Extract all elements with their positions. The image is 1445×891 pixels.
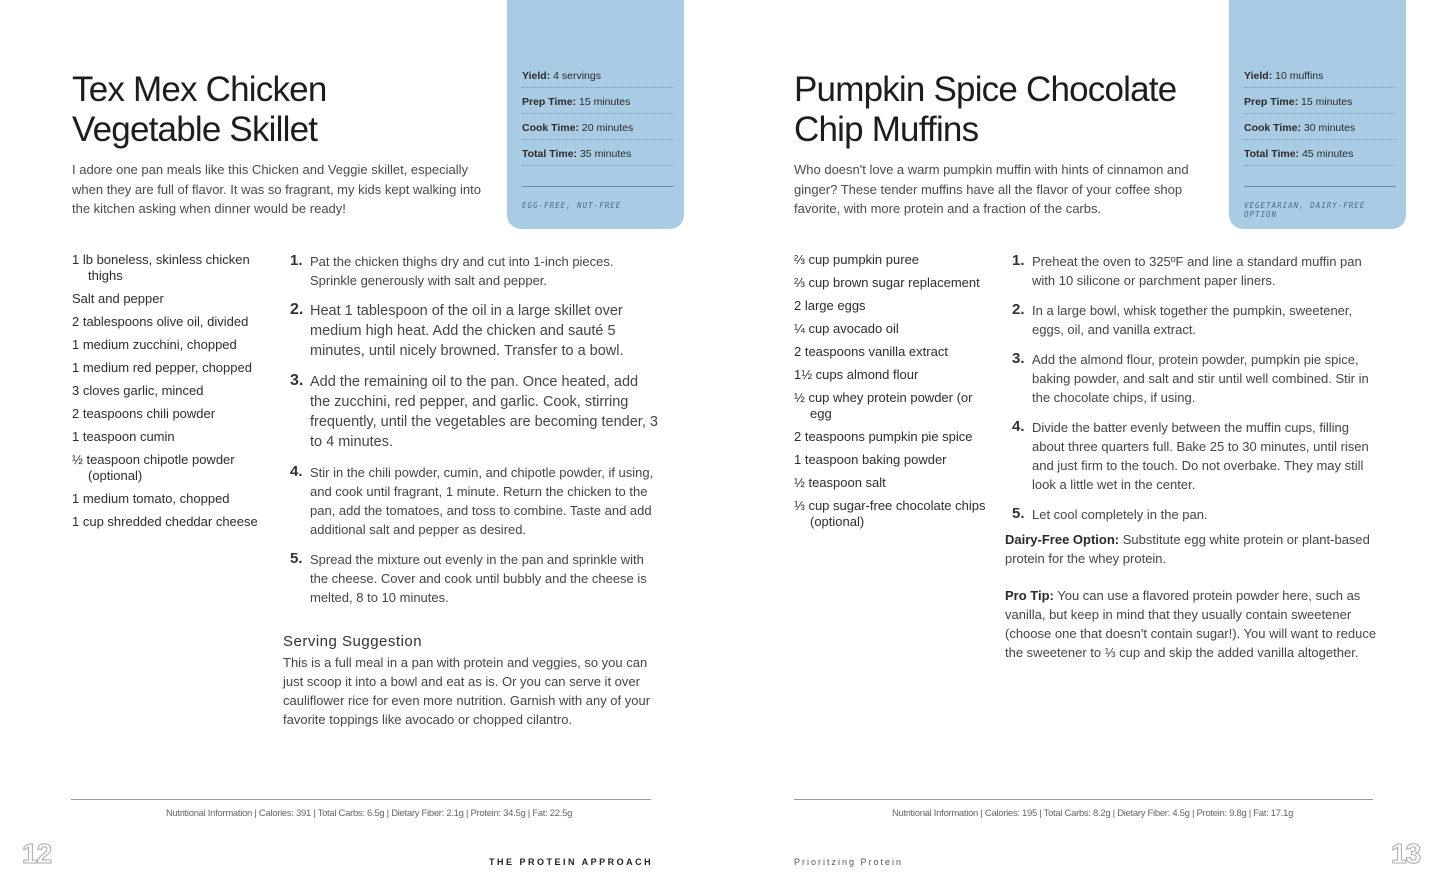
diet-tags: EGG-FREE, NUT-FREE (522, 201, 622, 210)
nutrition-info: Nutritional Information | Calories: 391 | Total Carbs: 6.5g | Dietary Fiber: 2.1g | Protein: 34.5g | Fat: 22.5g (166, 808, 573, 819)
step-text: Stir in the chili powder, cumin, and chipotle powder, if using, and cook until fragrant, 1 minute. Return the chicken to the pan, add the tomatoes, and toss to combine. Taste and add additional salt and pepper as desired. (310, 465, 654, 537)
running-head: THE PROTEIN APPROACH (489, 857, 654, 867)
dairy-free-label: Dairy-Free Option: (1005, 532, 1120, 547)
total-time-value: 35 minutes (579, 148, 632, 160)
step-item (290, 252, 660, 290)
step-number: 2. (290, 301, 304, 318)
nutrition-info: Nutritional Information | Calories: 195 | Total Carbs: 8.2g | Dietary Fiber: 4.5g | Protein: 9.8g | Fat: 17.1g (892, 808, 1294, 819)
ingredient-list (72, 252, 272, 537)
total-time-row (522, 146, 674, 166)
ingredient-item: ¼ cup avocado oil (794, 321, 899, 336)
step-number: 5. (1012, 505, 1025, 522)
ingredient-item: ½ cup whey protein powder (or egg (794, 390, 973, 421)
page-number: 13 (1391, 838, 1421, 869)
yield-row (1244, 68, 1396, 88)
step-text: Pat the chicken thighs dry and cut into 1-inch pieces. Sprinkle generously with salt and pepper. (310, 254, 614, 288)
ingredient-item: 2 teaspoons chili powder (72, 406, 216, 421)
recipe-meta-box (507, 0, 684, 229)
recipe-title (72, 70, 492, 150)
ingredient-item: ⅓ cup sugar-free chocolate chips (optional) (794, 498, 986, 529)
ingredient-item: 1½ cups almond flour (794, 367, 919, 382)
ingredient-item: ½ teaspoon chipotle powder (optional) (72, 452, 235, 483)
serving-suggestion-text: This is a full meal in a pan with protein and veggies, so you can just scoop it into a bowl and eat as is. Or you can serve it over cauliflower rice for even more nutrition. Garnish with any of your favorite toppings like avocado or chopped cilantro. (283, 655, 651, 727)
step-item (1012, 301, 1382, 339)
diet-tags: VEGETARIAN, DAIRY-FREE OPTION (1244, 201, 1366, 219)
cook-time-label: Cook Time: (1244, 122, 1301, 134)
meta-divider (1244, 186, 1396, 187)
recipe-intro: I adore one pan meals like this Chicken and Veggie skillet, especially when they are full of flavor. It was so fragrant, my kids kept walking into the kitchen asking when dinner would be ready! (72, 162, 481, 216)
ingredient-item: 1 lb boneless, skinless chicken thighs (72, 252, 250, 283)
title-line-2: Vegetable Skillet (72, 110, 318, 149)
step-item (290, 301, 660, 361)
total-time-row (1244, 146, 1396, 166)
cook-time-row (522, 120, 674, 140)
yield-label: Yield: (1244, 70, 1273, 82)
ingredient-item: 1 medium red pepper, chopped (72, 360, 252, 375)
ingredient-list (794, 252, 994, 537)
page-number: 12 (22, 838, 52, 869)
ingredient-item: 2 teaspoons pumpkin pie spice (794, 429, 973, 444)
step-number: 1. (1012, 252, 1025, 269)
step-text: Let cool completely in the pan. (1032, 507, 1208, 522)
ingredient-item: 1 teaspoon baking powder (794, 452, 947, 467)
title-line-2: Chip Muffins (794, 110, 979, 149)
step-number: 5. (290, 550, 303, 567)
step-item (290, 550, 660, 607)
recipe-meta-box (1229, 0, 1406, 229)
left-page (0, 0, 722, 891)
ingredient-item: 3 cloves garlic, minced (72, 383, 204, 398)
pro-tip (1005, 586, 1377, 662)
step-number: 3. (290, 372, 304, 389)
pro-tip-text: You can use a flavored protein powder here, such as vanilla, but keep in mind that they usually contain sweetener (choose one that doesn't contain sugar!). You will want to reduce the sweetener to ⅓ cup and skip the added vanilla altogether. (1005, 588, 1377, 660)
ingredient-item: 1 teaspoon cumin (72, 429, 175, 444)
step-text: Heat 1 tablespoon of the oil in a large skillet over medium high heat. Add the chicken and sauté 5 minutes, until nicely browned. Transfer to a bowl. (310, 303, 624, 359)
ingredient-item: Salt and pepper (72, 291, 164, 306)
ingredient-item: 2 large eggs (794, 298, 866, 313)
instruction-steps (1012, 252, 1382, 535)
step-item (1012, 252, 1382, 290)
yield-value: 10 muffins (1275, 70, 1324, 82)
step-item (1012, 505, 1382, 524)
step-number: 2. (1012, 301, 1025, 318)
prep-time-value: 15 minutes (1301, 96, 1353, 108)
dairy-free-option (1005, 530, 1377, 568)
step-number: 4. (1012, 418, 1025, 435)
recipe-intro: Who doesn't love a warm pumpkin muffin with hints of cinnamon and ginger? These tender muffins have all the flavor of your coffee shop favorite, with more protein and a fraction of the carbs. (794, 162, 1189, 216)
title-line-1: Tex Mex Chicken (72, 70, 327, 109)
prep-time-value: 15 minutes (579, 96, 631, 108)
total-time-value: 45 minutes (1301, 148, 1354, 160)
step-number: 3. (1012, 350, 1025, 367)
step-item (1012, 350, 1382, 407)
step-text: Divide the batter evenly between the muffin cups, filling about three quarters full. Bake 25 to 30 minutes, until risen and just firm to the touch. Do not overbake. They may still look a little wet in the center. (1032, 420, 1369, 492)
ingredient-item: 1 medium zucchini, chopped (72, 337, 237, 352)
right-page (722, 0, 1445, 891)
yield-label: Yield: (522, 70, 551, 82)
step-item (290, 463, 660, 539)
step-text: Spread the mixture out evenly in the pan and sprinkle with the cheese. Cover and cook until bubbly and the cheese is melted, 8 to 10 minutes. (310, 552, 647, 605)
yield-value: 4 servings (553, 70, 601, 82)
ingredient-item: 1 medium tomato, chopped (72, 491, 230, 506)
cook-time-value: 30 minutes (1303, 122, 1356, 134)
dairy-free-text: Substitute egg white protein or plant-based protein for the whey protein. (1005, 532, 1370, 566)
step-text: In a large bowl, whisk together the pumpkin, sweetener, eggs, oil, and vanilla extract. (1032, 303, 1353, 337)
ingredient-item: ½ teaspoon salt (794, 475, 886, 490)
footer-divider (71, 799, 651, 800)
step-text: Preheat the oven to 325ºF and line a standard muffin pan with 10 silicone or parchment paper liners. (1032, 254, 1362, 288)
yield-row (522, 68, 674, 88)
serving-suggestion-heading: Serving Suggestion (283, 633, 423, 650)
cook-time-label: Cook Time: (522, 122, 579, 134)
step-text: Add the remaining oil to the pan. Once heated, add the zucchini, red pepper, and garlic. Cook, stirring frequently, until the vegetables are becoming tender, 3 to 4 minutes. (310, 374, 658, 450)
footer-divider (794, 799, 1373, 800)
ingredient-item: ⅔ cup brown sugar replacement (794, 275, 980, 290)
meta-divider (522, 186, 674, 187)
recipe-title (794, 70, 1214, 150)
total-time-label: Total Time: (1244, 148, 1300, 160)
total-time-label: Total Time: (522, 148, 578, 160)
step-number: 1. (290, 252, 303, 269)
step-text: Add the almond flour, protein powder, pumpkin pie spice, baking powder, and salt and stir until well combined. Stir in the chocolate chips, if using. (1032, 352, 1369, 405)
ingredient-item: 1 cup shredded cheddar cheese (72, 514, 258, 529)
ingredient-item: 2 teaspoons vanilla extract (794, 344, 948, 359)
prep-time-row (522, 94, 674, 114)
serving-suggestion (283, 632, 655, 729)
ingredient-item: 2 tablespoons olive oil, divided (72, 314, 249, 329)
title-line-1: Pumpkin Spice Chocolate (794, 70, 1177, 109)
prep-time-row (1244, 94, 1396, 114)
running-head: Prioritzing Protein (794, 857, 904, 867)
step-item (1012, 418, 1382, 494)
prep-time-label: Prep Time: (1244, 96, 1299, 108)
instruction-steps (290, 252, 660, 618)
step-number: 4. (290, 463, 303, 480)
ingredient-item: ⅔ cup pumpkin puree (794, 252, 920, 267)
pro-tip-label: Pro Tip: (1005, 588, 1054, 603)
step-item (290, 372, 660, 452)
prep-time-label: Prep Time: (522, 96, 577, 108)
cook-time-value: 20 minutes (581, 122, 634, 134)
cook-time-row (1244, 120, 1396, 140)
